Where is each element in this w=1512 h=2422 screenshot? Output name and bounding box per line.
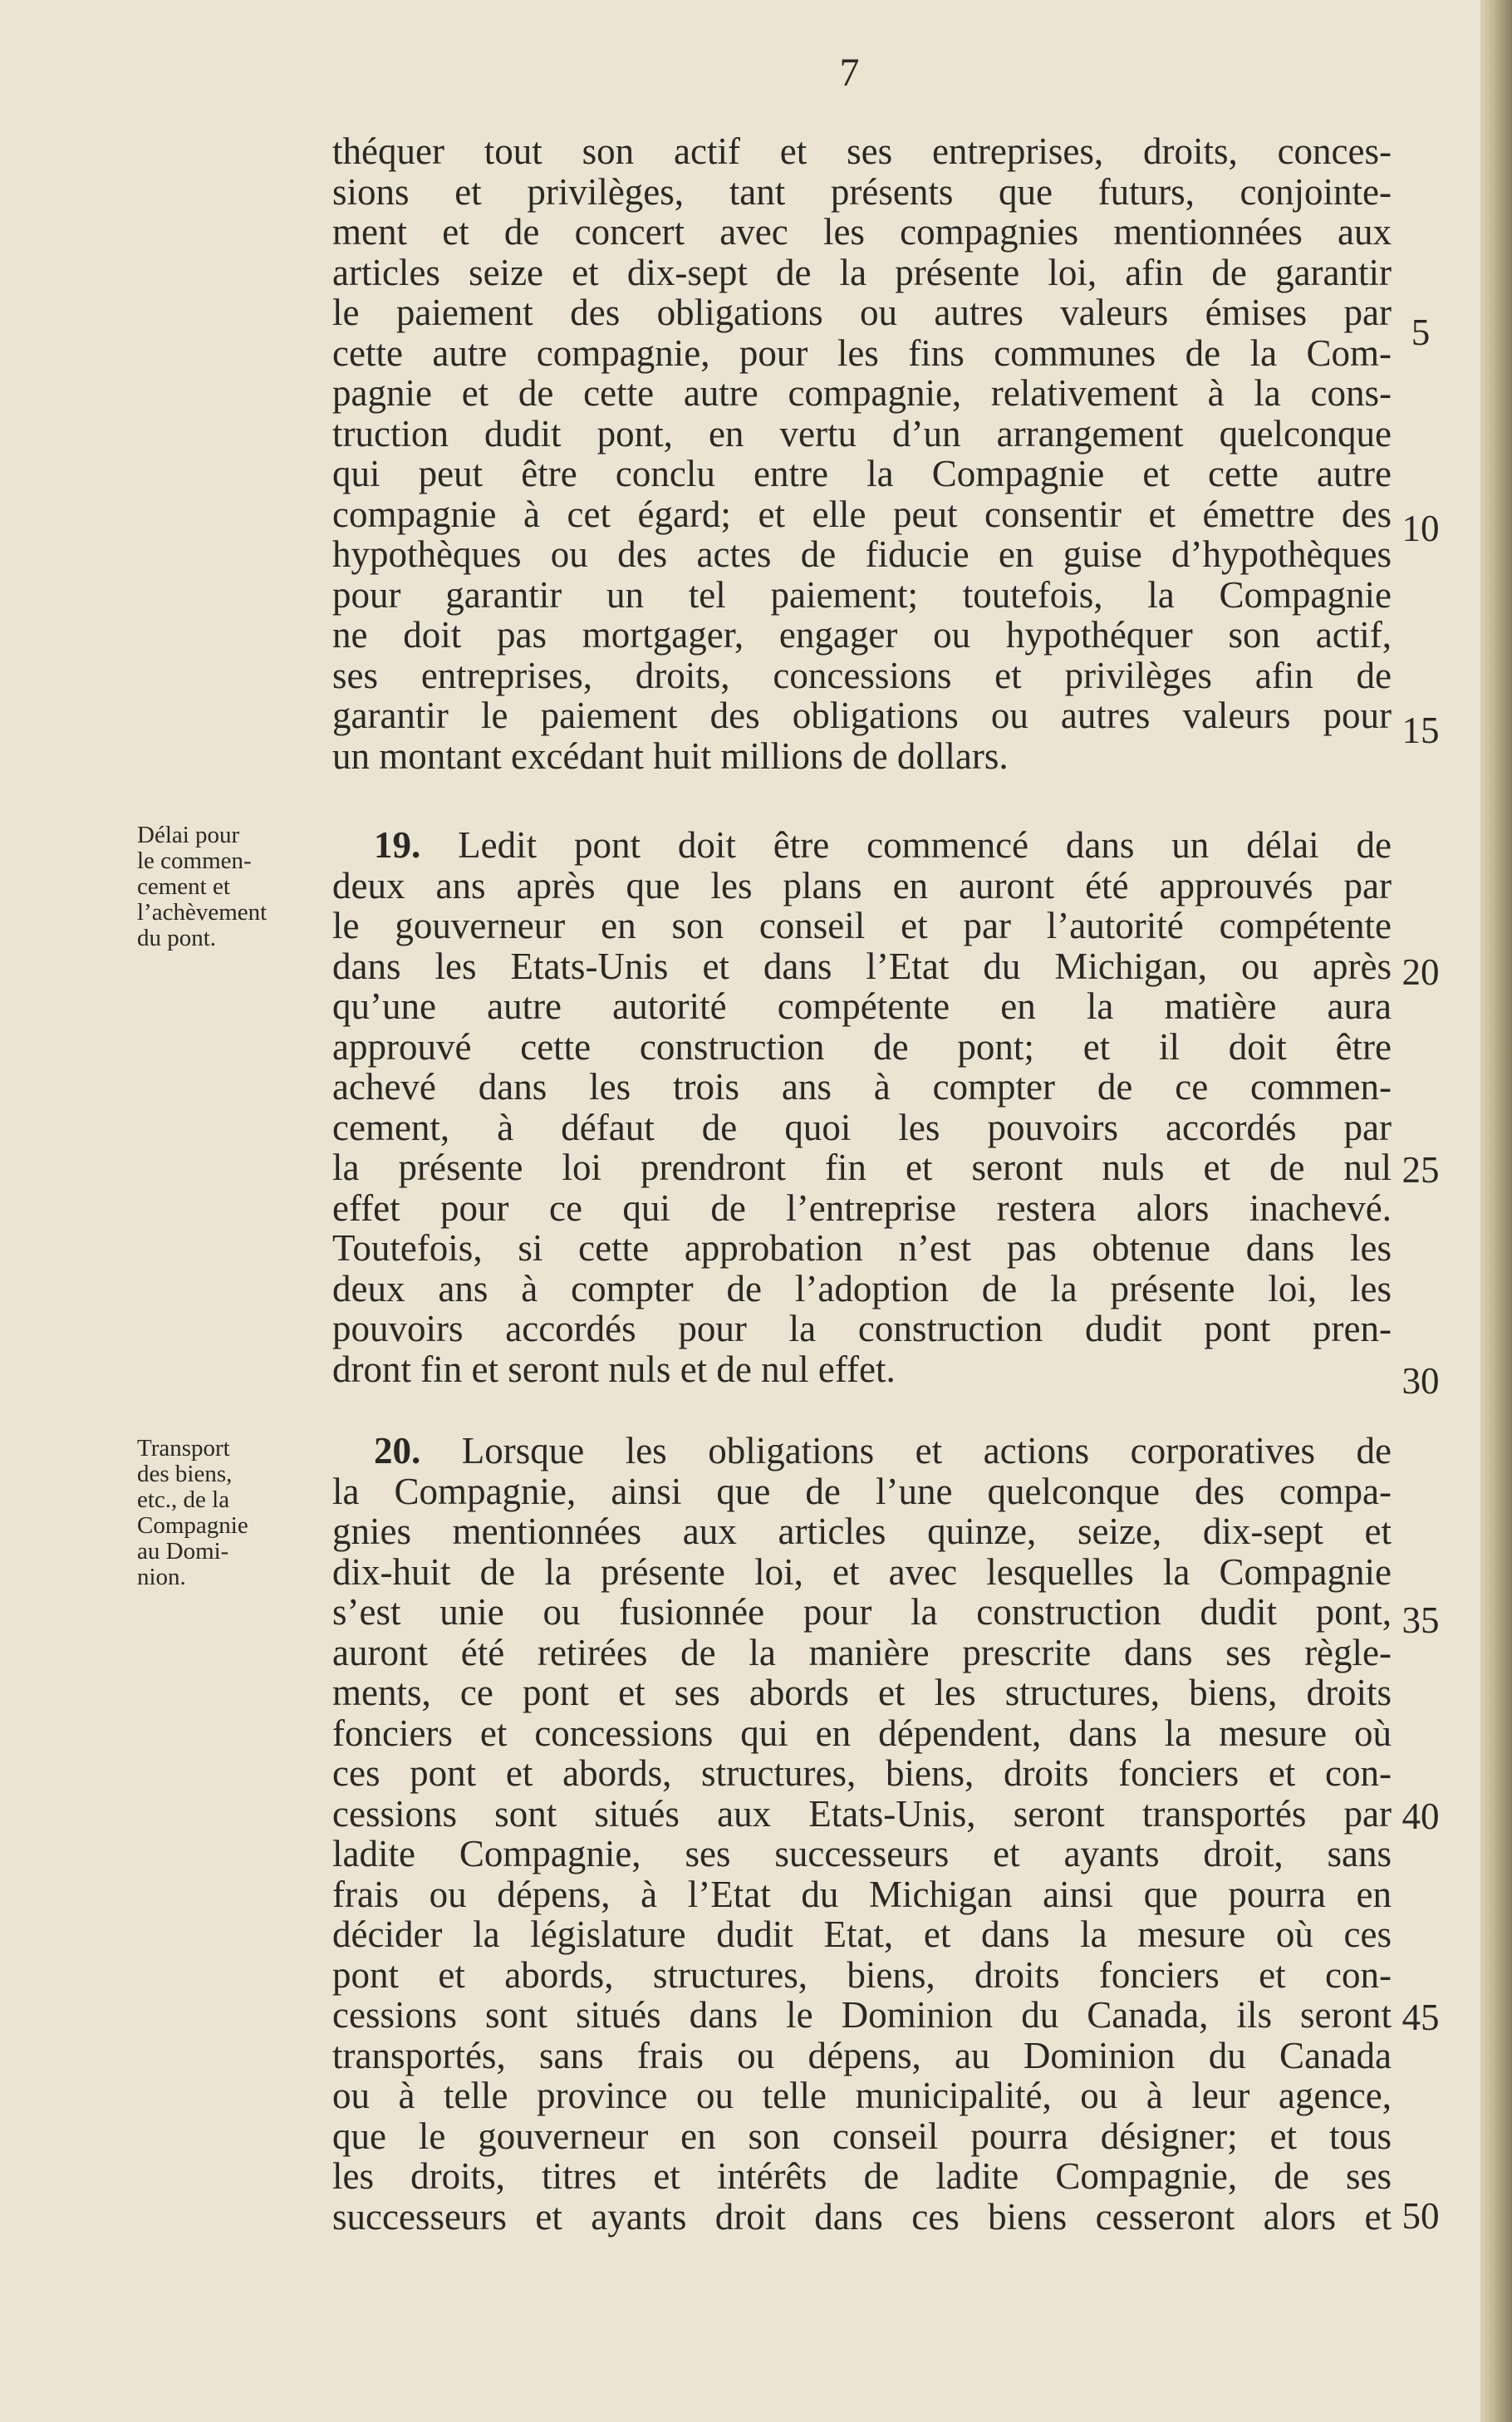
text-line: sions et privilèges, tant présents que futurs, conjointe- [332, 170, 1392, 213]
line-number: 45 [1402, 1997, 1440, 2038]
text-line: garantir le paiement des obligations ou autres valeurs pour [332, 695, 1392, 736]
text-line: dans les Etats-Unis et dans l’Etat du Michigan, ou après [332, 945, 1392, 987]
text-line: le gouverneur en son conseil et par l’autorité compétente [332, 905, 1392, 946]
text-line: cement, à défaut de quoi les pouvoirs accordés par [332, 1106, 1392, 1148]
text-line: ne doit pas mortgager, engager ou hypothéquer son actif, [332, 614, 1392, 656]
line-number: 20 [1402, 951, 1440, 993]
text-line: auront été retirées de la manière prescrite dans ses règle- [332, 1631, 1392, 1673]
text-line: achevé dans les trois ans à compter de ce commen- [332, 1066, 1392, 1108]
section-first-line [332, 825, 1392, 866]
line-number: 15 [1402, 710, 1440, 751]
text-line: théquer tout son actif et ses entreprises, droits, conces- [332, 130, 1392, 172]
margin-note-line: cement et [137, 873, 230, 900]
margin-note-line: Compagnie [137, 1512, 248, 1539]
text-line: hypothèques ou des actes de fiducie en guise d’hypothèques [332, 533, 1392, 575]
line-number: 35 [1402, 1599, 1440, 1641]
margin-note-line: au Domi- [137, 1538, 229, 1565]
text-line: deux ans à compter de l’adoption de la présente loi, les [332, 1267, 1392, 1309]
text-line: la Compagnie, ainsi que de l’une quelconque des compa- [332, 1470, 1392, 1512]
text-line: pont et abords, structures, biens, droits fonciers et con- [332, 1953, 1392, 1996]
margin-note-line: l’achèvement [137, 899, 268, 926]
margin-note-line: le commen- [137, 847, 252, 874]
text-line: ses entreprises, droits, concessions et privilèges afin de [332, 654, 1392, 696]
text-line: un montant excédant huit millions de dollars. [332, 734, 1009, 777]
text-line: Toutefois, si cette approbation n’est pas obtenue dans les [332, 1227, 1392, 1269]
line-number: 10 [1402, 508, 1440, 549]
margin-note-line: etc., de la [137, 1486, 230, 1513]
text-line: s’est unie ou fusionnée pour la construction dudit pont, [332, 1591, 1392, 1633]
paragraph-continuation [332, 131, 1392, 776]
margin-note-line: nion. [137, 1564, 186, 1590]
text-line: pouvoirs accordés pour la construction dudit pont pren- [332, 1308, 1392, 1349]
text-line: ou à telle province ou telle municipalité, ou à leur agence, [332, 2075, 1392, 2116]
text-line: deux ans après que les plans en auront été approuvés par [332, 864, 1392, 906]
text-line: cette autre compagnie, pour les fins communes de la Com- [332, 332, 1392, 374]
section-number: 19. [374, 824, 421, 866]
text-line: truction dudit pont, en vertu d’un arrangement quelconque [332, 412, 1392, 454]
section-20 [332, 1431, 1392, 2237]
text-line: dront fin et seront nuls et de nul effet. [332, 1348, 896, 1390]
text-line: gnies mentionnées aux articles quinze, seize, dix-sept et [332, 1511, 1392, 1552]
text-line: la présente loi prendront fin et seront nuls et de nul [332, 1147, 1392, 1188]
text-line: articles seize et dix-sept de la présente loi, afin de garantir [332, 251, 1392, 293]
text-line: décider la législature dudit Etat, et dans la mesure où ces [332, 1914, 1392, 1955]
text-line: fonciers et concessions qui en dépendent, dans la mesure où [332, 1712, 1392, 1754]
text-line: cessions sont situés aux Etats-Unis, seront transportés par [332, 1792, 1392, 1835]
text-line: qui peut être conclu entre la Compagnie et cette autre [332, 453, 1392, 494]
text-line: ment et de concert avec les compagnies mentionnées aux [332, 211, 1392, 253]
section-19 [332, 825, 1392, 1389]
margin-note-section-19 [137, 823, 320, 951]
text-line: les droits, titres et intérêts de ladite Compagnie, de ses [332, 2155, 1392, 2197]
line-number: 50 [1402, 2195, 1440, 2237]
section-first-line-text: Lorsque les obligations et actions corporatives de [461, 1430, 1392, 1471]
section-first-line [332, 1431, 1392, 1471]
margin-note-line: Délai pour [137, 822, 240, 848]
margin-note-line: des biens, [137, 1461, 233, 1487]
text-line: pour garantir un tel paiement; toutefois, la Compagnie [332, 573, 1392, 616]
text-line: cessions sont situés dans le Dominion du Canada, ils seront [332, 1994, 1392, 2036]
section-number: 20. [374, 1430, 421, 1471]
line-number: 5 [1411, 312, 1431, 353]
book-spine-edge [1480, 0, 1512, 2422]
text-line: que le gouverneur en son conseil pourra désigner; et tous [332, 2115, 1392, 2157]
line-number: 40 [1402, 1796, 1440, 1837]
text-line: ladite Compagnie, ses successeurs et ayants droit, sans [332, 1833, 1392, 1874]
text-line: compagnie à cet égard; et elle peut consentir et émettre des [332, 493, 1392, 535]
line-number: 25 [1402, 1149, 1440, 1191]
margin-note-line: Transport [137, 1435, 230, 1462]
line-number: 30 [1402, 1360, 1440, 1402]
margin-note-line: du pont. [137, 925, 217, 951]
text-line: successeurs et ayants droit dans ces biens cesseront alors et [332, 2195, 1392, 2238]
text-line: pagnie et de cette autre compagnie, relativement à la cons- [332, 372, 1392, 414]
text-line: ces pont et abords, structures, biens, droits fonciers et con- [332, 1752, 1392, 1794]
margin-note-section-20 [137, 1436, 320, 1590]
text-line: ments, ce pont et ses abords et les structures, biens, droits [332, 1672, 1392, 1713]
text-line: qu’une autre autorité compétente en la matière aura [332, 985, 1392, 1027]
text-line: effet pour ce qui de l’entreprise restera alors inachevé. [332, 1186, 1392, 1229]
text-line: dix-huit de la présente loi, et avec lesquelles la Compagnie [332, 1550, 1392, 1593]
text-line: frais ou dépens, à l’Etat du Michigan ainsi que pourra en [332, 1873, 1392, 1915]
section-first-line-text: Ledit pont doit être commencé dans un délai de [458, 824, 1392, 866]
page-number: 7 [839, 51, 860, 95]
text-line: approuvé cette construction de pont; et il doit être [332, 1025, 1392, 1068]
text-line: transportés, sans frais ou dépens, au Dominion du Canada [332, 2034, 1392, 2076]
text-line: le paiement des obligations ou autres valeurs émises par [332, 292, 1392, 333]
